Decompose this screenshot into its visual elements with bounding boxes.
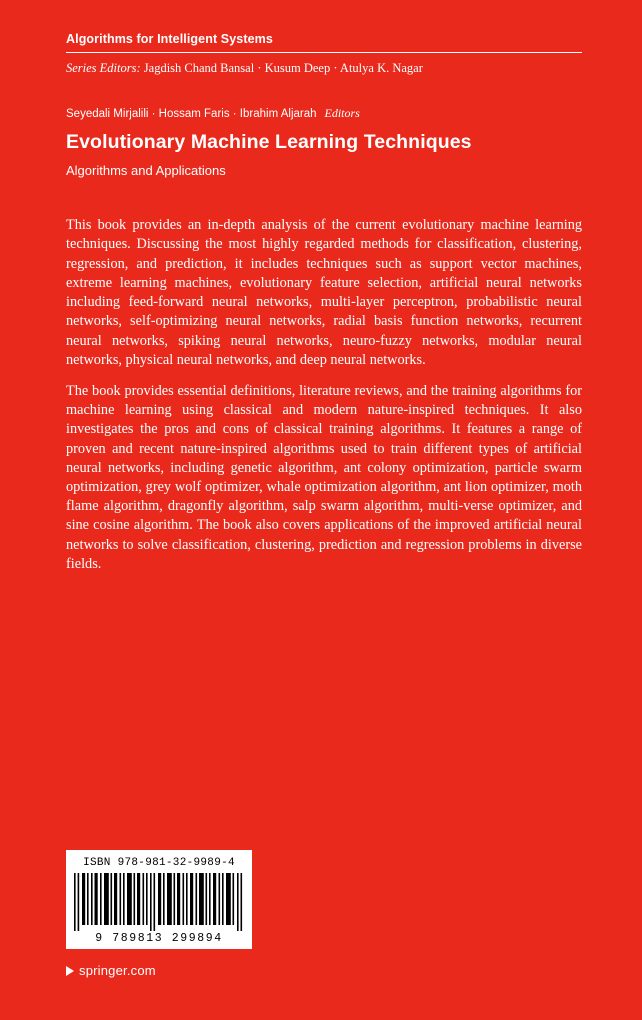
page-title: Evolutionary Machine Learning Techniques [66, 131, 472, 154]
barcode-area [66, 850, 306, 978]
book-editors-role: Editors [324, 106, 360, 121]
series-editors [66, 60, 582, 76]
book-authors [66, 106, 582, 122]
barcode-bars [72, 873, 246, 931]
barcode-digits: 9 789813 299894 [95, 932, 223, 945]
publisher-logo[interactable] [66, 963, 306, 978]
divider-rule [66, 52, 582, 53]
isbn-text: ISBN 978-981-32-9989-4 [83, 857, 235, 869]
series-block [66, 32, 582, 76]
blurb-paragraph-1: This book provides an in-depth analysis of the current evolutionary machine learning techniques. Discussing the most highly regarded methods for classification, clustering, regression, and prediction, it includes techniques such as support vector machines, extreme learning machines, evolutionary feature selection, artificial neural networks including feed-forward neural networks, multi-layer perceptron, probabilistic neural networks, self-optimizing neural networks, radial basis function networks, recurrent neural networks, spiking neural networks, neuro-fuzzy networks, modular neural networks, physical neural networks, and deep neural networks. [66, 217, 582, 368]
title-block [66, 106, 582, 178]
triangle-icon [66, 966, 74, 976]
series-title: Algorithms for Intelligent Systems [66, 32, 273, 46]
barcode-box [66, 850, 252, 949]
blurb-text [66, 216, 582, 574]
book-subtitle: Algorithms and Applications [66, 163, 226, 179]
series-editors-label: Series Editors: [66, 61, 141, 75]
series-editors-names: Jagdish Chand Bansal · Kusum Deep · Atulya K. Nagar [143, 61, 423, 75]
publisher-name: springer.com [79, 963, 156, 978]
book-authors-names: Seyedali Mirjalili · Hossam Faris · Ibrahim Aljarah [66, 108, 317, 121]
cover-content [66, 32, 582, 574]
blurb-paragraph-2: The book provides essential definitions, literature reviews, and the training algorithms for machine learning using classical and modern nature-inspired techniques. It also investigates the pros and cons of classical training algorithms. It features a range of proven and recent nature-inspired algorithms used to train different types of artificial neural networks, including genetic algorithm, ant colony optimization, particle swarm optimization, grey wolf optimizer, whale optimization algorithm, ant lion optimizer, moth flame algorithm, dragonfly algorithm, salp swarm algorithm, multi-verse optimizer, and sine cosine algorithm. The book also covers applications of the improved artificial neural networks to solve classification, clustering, prediction and regression problems in diverse fields. [66, 382, 582, 572]
